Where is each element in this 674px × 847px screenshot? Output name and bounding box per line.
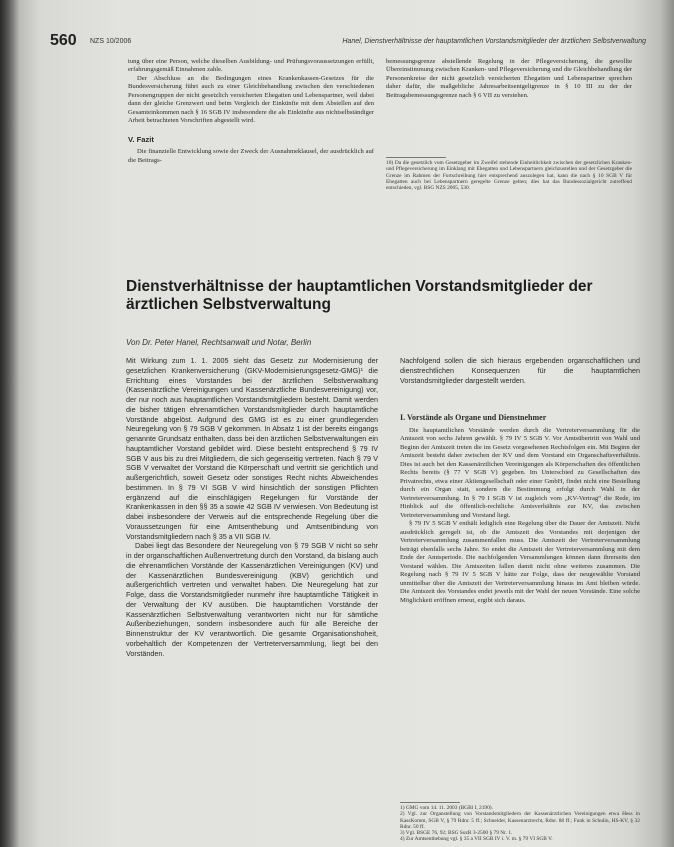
- bottom-footnotes: [400, 805, 640, 845]
- footnote-2: 2) Vgl. zur Organstellung von Vorstandsmitgliedern der Kassenärztlichen Vereinigungen etwa Hess in KassKomm, SGB V, § 79 Rdnr. 5 ff.; Schneider, Kassenarztrecht, Rdnr. 88 ff.; Funk in Schulin, HS-KV, § 32 Rdnr. 50 ff.: [400, 811, 640, 830]
- intro-left-paragraph-2: Dabei liegt das Besondere der Neuregelung von § 79 SGB V nicht so sehr in der organschaftlichen Außenvertretung durch den Vorstand, da bislang auch die ehrenamtlichen Vorstände der Kassenärztlichen Vereinigungen (KV) und der Kassenärztlichen Bundesvereinigung (KBV) gerichtlich und außergerichtlich vertreten und verwaltet haben. Die Neuregelung hat zur Folge, dass die Vorstandsmitglieder nunmehr ihre hauptamtliche Tätigkeit in der Verwaltung der KV ausüben. Die hauptamtlichen Vorstände der Kassenärztlichen Selbstverwaltung verantworten nicht nur für sämtliche Außenbeziehungen, sondern insbesondere auch für alle Bereiche der Binnenstruktur der KV verantwortlich. Die gesamte Organisationshoheit, vorbehaltlich der Kompetenzen der Vertreterversammlung, liegt bei den Vorständen.: [126, 541, 378, 658]
- intro-right-paragraph: Nachfolgend sollen die sich hieraus ergebenden organschaftlichen und dienstrechtlichen Konsequenzen für die hauptamtlichen Vorstandsmitglieder dargestellt werden.: [400, 356, 640, 385]
- section-one-paragraph-1: Die hauptamtlichen Vorstände werden durch die Vertreterversammlung für die Amtszeit von sechs Jahren gewählt. § 79 IV 5 SGB V. Vor Amtsübertritt von Wahl und Beginn der Amtszeit treten die im Gesetz vorgesehenen Rechtsfolgen ein. Mit Beginn der Amtszeit besteht daher zwischen der KV und dem Vorstand ein Organschaftsverhältnis. Dies ist auch bei den Kassenärztlichen Vereinigungen als Körperschaften des öffentlichen Rechts bereits (§ 77 V SGB V) gegeben. Im Unterschied zu Gesellschaften des Privatrechts, etwa einer Aktiengesellschaft oder einer GmbH, findet nicht eine Bestellung durch ein Organ statt, sondern die Bestimmung erfolgt durch Wahl in der Vertreterversammlung. In § 79 I SGB V ist zugleich vom „KV-Vertrag“ die Rede, im Hinblick auf die öffentlich-rechtliche Amtsverhältnis zur KV, das zwischen Vertreterversammlung und Vorstand liegt.: [400, 426, 640, 519]
- page-number: 560: [50, 32, 77, 49]
- footnote-3: 3) Vgl. BSGE 76, 92; BSG SozR 3-2500 § 79 Nr. 1.: [400, 830, 513, 837]
- footnote-rule-bottom: [400, 802, 460, 803]
- section-one-heading: I. Vorstände als Organe und Dienstnehmer: [400, 413, 547, 422]
- document-page: [10, 14, 666, 847]
- top-left-column: [128, 58, 374, 254]
- top-right-paragraph: bemessungsgrenze abstellende Regelung in der Pflegeversicherung, die gewollte Übereinstimmung zwischen Kranken- und Pflegeversicherung und die Gleichbehandlung der Personenkreise der nicht gesetzlich versicherten Ehegatten und Lebenspartner sprechen daher dafür, die maßgebliche Jahresarbeitsentgeltgrenze in § 10 III zu der der Beitragsbemessungsgrenze nach § 6 VII zu verstehen.: [386, 58, 632, 99]
- intro-left-column: [126, 356, 378, 826]
- article-title: Dienstverhältnisse der hauptamtlichen Vorstandsmitglieder der ärztlichen Selbstverwaltung: [126, 278, 593, 313]
- top-left-paragraph-1: tung über eine Person, welche dieselben Ausbildung- und Prüfungsvoraussetzungen erfüllt, erfahrungsgemäß Einnahmen zahle.: [128, 58, 374, 74]
- section-one-paragraph-2: § 79 IV 5 SGB V enthält lediglich eine Regelung über die Dauer der Amtszeit. Nicht ausdrücklich geregelt ist, ob die Amtszeit des Vorstandes mit derjenigen der Vertreterversammlung zusammenfallen muss. Die Amtszeit der Vertreterversammlung beträgt ebenfalls sechs Jahre. So endet die Amtszeit der Vertreterversammlung mit dem Ende der Amtsperiode. Die nachfolgenden Versammlungen können dann ihrerseits den Vorstand wählen. Die Amtszeiten fallen damit nicht ohne weiteres zusammen. Die Regelung nach § 79 IV 5 SGB V hätte zur Folge, dass der neugewählte Vorstand unmittelbar über die Amtszeit der Vertreterversammlung hinaus im Amt bleiben würde. Die Amtszeit des Vorstandes endet jeweils mit der Wahl der neuen Vorstände. Eine solche Möglichkeit eröffnen erneut, ergibt sich daraus.: [400, 520, 640, 604]
- top-left-paragraph-2: Der Abschluss an die Bedingungen eines Krankenkassen-Gesetzes für die Bundesversicherung führt auch zu einer Gleichbehandlung zwischen den verschiedenen Personengruppen der nicht gesetzlich versicherten Ehegatten und Lebenspartner, weil dabei dann der gleiche Grenzwert und beim Vergleich der Einkünfte mit dem Abstellen auf den Gesamteinkommen nach § 16 SGB IV insbesondere die als Einkünfte aus nichtselbständiger Arbeit betrachteten Vorschriften abgestellt wird.: [128, 74, 374, 125]
- top-right-footnote: [386, 160, 632, 226]
- running-header: [50, 32, 646, 48]
- intro-left-paragraph-1: Mit Wirkung zum 1. 1. 2005 sieht das Gesetz zur Modernisierung der gesetzlichen Krankenversicherung (GKV-Modernisierungsgesetz-GMG)¹ die Errichtung eines Vorstandes bei der ärztlichen Selbstverwaltung (Kassenärztliche Vereinigungen und Kassenärztliche Bundesvereinigung) vor, der nur noch aus hauptamtlichen Vorstandsmitgliedern besteht. Damit werden die bisher tätigen ehrenamtlichen Vorstandsmitglieder durch hauptamtliche Vorstände abgelöst. Aufgrund des GMG ist es zu einer grundlegenden Neuregelung von § 79 SGB V gekommen. In Absatz 1 ist der bereits eingangs genannte Grundsatz enthalten, dass bei den ärztlichen Selbstverwaltungen ein hauptamtlicher Vorstand gebildet wird. Diese besteht entsprechend § 79 IV SGB V aus bis zu drei Mitgliedern, die sich gegenseitig vertreten. Nach § 79 V SGB V verwaltet der Vorstand die Körperschaft und vertritt sie gerichtlich und außergerichtlich, soweit Gesetz oder sonstiges Recht nichts Abweichendes bestimmen. In § 79 VI SGB V wird hinsichtlich der sonstigen Pflichten ergänzend auf die einschlägigen Regelungen für Vorstände der Krankenkassen in den §§ 35 a sowie 42 SGB IV verwiesen. Von Bedeutung ist dabei insbesondere der Verweis auf die entsprechende Regelung über die Voraussetzungen für eine Amtsenthebung und Amtsentbindung von Vorstandsmitgliedern nach § 35 a VII SGB IV.: [126, 356, 378, 541]
- section-one-column: [400, 406, 640, 801]
- journal-issue: NZS 10/2006: [90, 38, 132, 45]
- running-title: Hanel, Dienstverhältnisse der hauptamtlichen Vorstandsmitglieder der ärztlichen Selbstverwaltung: [342, 38, 646, 45]
- footnote-rule-top: [386, 157, 446, 158]
- article-byline: Von Dr. Peter Hanel, Rechtsanwalt und Notar, Berlin: [126, 338, 312, 347]
- fazit-paragraph: Die finanzielle Entwicklung sowie der Zweck der Ausnahmeklausel, der ausdrücklich auf die Beitrags-: [128, 148, 374, 164]
- footnote-10: 10) Da die gesetzlich vom Gesetzgeber im Zweifel stehende Einheitlichkeit zwischen der gesetzlichen Kranken- und Pflegeversicherung im Einklang mit Ehegatten und Lebenspartnern gleichzustellen und der Gesetzgeber die Grenze im Rahmen der Fortschreibung hier entsprechend auszulegen hat, kann die nach § 10 SGB V für Ehegatten auch bei Lebenspartnern geregelte Grenze gelten; dies hat das Bundessozialgericht zutreffend entschieden, vgl. BSG NZS 2005, 530.: [386, 160, 632, 192]
- fazit-heading: V. Fazit: [128, 134, 154, 144]
- footnote-4: 4) Zur Amtsenthebung vgl. § 35 a VII SGB IV i. V. m. § 79 VI SGB V.: [400, 836, 553, 843]
- footnote-1: 1) GMG vom 14. 11. 2003 (BGBl I, 2190).: [400, 805, 493, 811]
- top-right-column: [386, 58, 632, 158]
